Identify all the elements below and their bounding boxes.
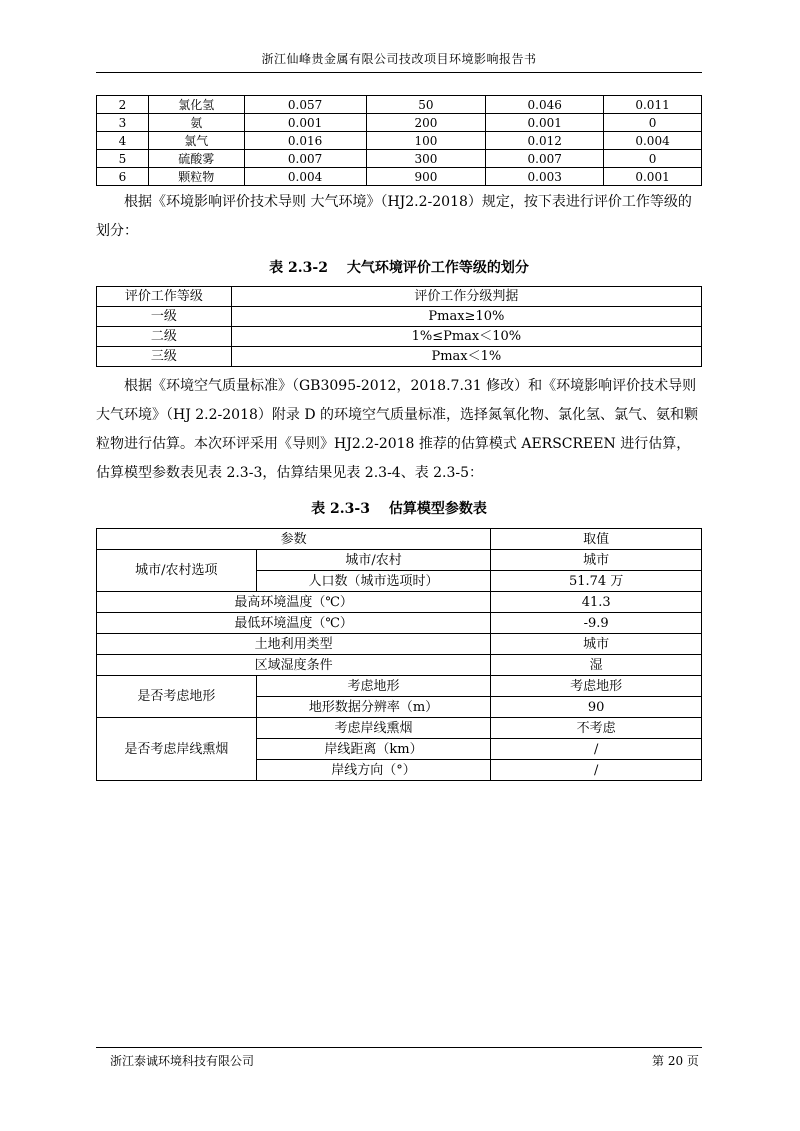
footer-divider: [96, 1047, 702, 1048]
value-cell: 考虑地形: [491, 676, 702, 697]
param-cell: 最高环境温度（℃）: [97, 592, 491, 613]
cell-no: 5: [97, 150, 149, 168]
cell-c1: 0.016: [244, 132, 366, 150]
table-row: [97, 676, 702, 697]
cell-name: 硫酸雾: [148, 150, 244, 168]
cell-c4: 0: [604, 114, 702, 132]
header-divider: [96, 72, 702, 73]
grading-table: [96, 286, 702, 367]
cell-c4: 0.004: [604, 132, 702, 150]
cell-level: 一级: [97, 307, 232, 327]
value-cell: 不考虑: [491, 718, 702, 739]
footer-page-number: 第 20 页: [652, 1054, 699, 1068]
cell-name: 氯化氢: [148, 96, 244, 114]
cell-c3: 0.012: [486, 132, 604, 150]
value-cell: 41.3: [491, 592, 702, 613]
param-cell: 考虑地形: [256, 676, 491, 697]
cell-name: 氯气: [148, 132, 244, 150]
cell-level: 三级: [97, 347, 232, 367]
cell-criteria: Pmax＜1%: [231, 347, 701, 367]
table-header-row: [97, 529, 702, 550]
cell-name: 氨: [148, 114, 244, 132]
cell-criteria: Pmax≥10%: [231, 307, 701, 327]
param-cell: 考虑岸线熏烟: [256, 718, 491, 739]
model-parameter-table: [96, 528, 702, 781]
param-group-terrain: 是否考虑地形: [97, 676, 257, 718]
emission-table-continued: [96, 95, 702, 186]
table-row: [97, 655, 702, 676]
cell-name: 颗粒物: [148, 168, 244, 186]
paragraph-grading-intro: 根据《环境影响评价技术导则 大气环境》（HJ2.2-2018）规定，按下表进行评价工作等级的划分：: [96, 194, 692, 239]
param-cell: 最低环境温度（℃）: [97, 613, 491, 634]
table-row: [97, 550, 702, 571]
param-group-coast: 是否考虑岸线熏烟: [97, 718, 257, 781]
cell-no: 4: [97, 132, 149, 150]
table-2-3-3-caption: 表 2.3-3 估算模型参数表: [311, 501, 487, 517]
cell-c2: 100: [366, 132, 486, 150]
table-row: [97, 592, 702, 613]
param-cell: 地形数据分辨率（m）: [256, 697, 491, 718]
cell-c3: 0.001: [486, 114, 604, 132]
table-row: [97, 634, 702, 655]
cell-c4: 0.001: [604, 168, 702, 186]
cell-c3: 0.003: [486, 168, 604, 186]
cell-c2: 200: [366, 114, 486, 132]
header-cell-level: 评价工作等级: [97, 287, 232, 307]
param-cell: 区域湿度条件: [97, 655, 491, 676]
header-cell-criteria: 评价工作分级判据: [231, 287, 701, 307]
table-row: [97, 96, 702, 114]
cell-c1: 0.001: [244, 114, 366, 132]
value-cell: 城市: [491, 634, 702, 655]
header-cell-param: 参数: [97, 529, 491, 550]
table-header-row: [97, 287, 702, 307]
table-row: [97, 114, 702, 132]
page-header-title: 浙江仙峰贵金属有限公司技改项目环境影响报告书: [261, 52, 537, 66]
table-row: [97, 150, 702, 168]
table-row: [97, 718, 702, 739]
param-cell: 土地利用类型: [97, 634, 491, 655]
value-cell: /: [491, 760, 702, 781]
value-cell: 51.74 万: [491, 571, 702, 592]
cell-no: 3: [97, 114, 149, 132]
param-cell: 城市/农村: [256, 550, 491, 571]
param-group-urban: 城市/农村选项: [97, 550, 257, 592]
param-cell: 人口数（城市选项时）: [256, 571, 491, 592]
value-cell: 湿: [491, 655, 702, 676]
value-cell: 城市: [491, 550, 702, 571]
table-row: [97, 307, 702, 327]
param-cell: 岸线距离（km）: [256, 739, 491, 760]
cell-criteria: 1%≤Pmax＜10%: [231, 327, 701, 347]
value-cell: -9.9: [491, 613, 702, 634]
cell-c1: 0.007: [244, 150, 366, 168]
table-row: [97, 132, 702, 150]
table-row: [97, 613, 702, 634]
cell-c2: 300: [366, 150, 486, 168]
table-row: [97, 347, 702, 367]
table-2-3-2-caption: 表 2.3-2 大气环境评价工作等级的划分: [269, 260, 529, 276]
cell-c1: 0.004: [244, 168, 366, 186]
header-cell-value: 取值: [491, 529, 702, 550]
cell-c1: 0.057: [244, 96, 366, 114]
cell-no: 2: [97, 96, 149, 114]
cell-c4: 0: [604, 150, 702, 168]
table-row: [97, 168, 702, 186]
cell-c2: 900: [366, 168, 486, 186]
cell-c2: 50: [366, 96, 486, 114]
cell-no: 6: [97, 168, 149, 186]
cell-c3: 0.007: [486, 150, 604, 168]
footer-company: 浙江泰诚环境科技有限公司: [110, 1054, 255, 1068]
cell-c3: 0.046: [486, 96, 604, 114]
cell-c4: 0.011: [604, 96, 702, 114]
paragraph-estimation: 根据《环境空气质量标准》（GB3095-2012，2018.7.31 修改）和《环境影响评价技术导则 大气环境》（HJ 2.2-2018）附录 D 的环境空气质量标准，选择氮氧化物、氯化氢、氯气、氨和颗粒物进行估算。本次环评采用《导则》HJ2.2-2018 推荐的估算模式 AERSCREEN 进行估算，估算模型参数表见表 2.3-3，估算结果见表 2.3-4、表 2.3-5：: [96, 378, 711, 481]
cell-level: 二级: [97, 327, 232, 347]
table-row: [97, 327, 702, 347]
value-cell: 90: [491, 697, 702, 718]
param-cell: 岸线方向（°）: [256, 760, 491, 781]
value-cell: /: [491, 739, 702, 760]
